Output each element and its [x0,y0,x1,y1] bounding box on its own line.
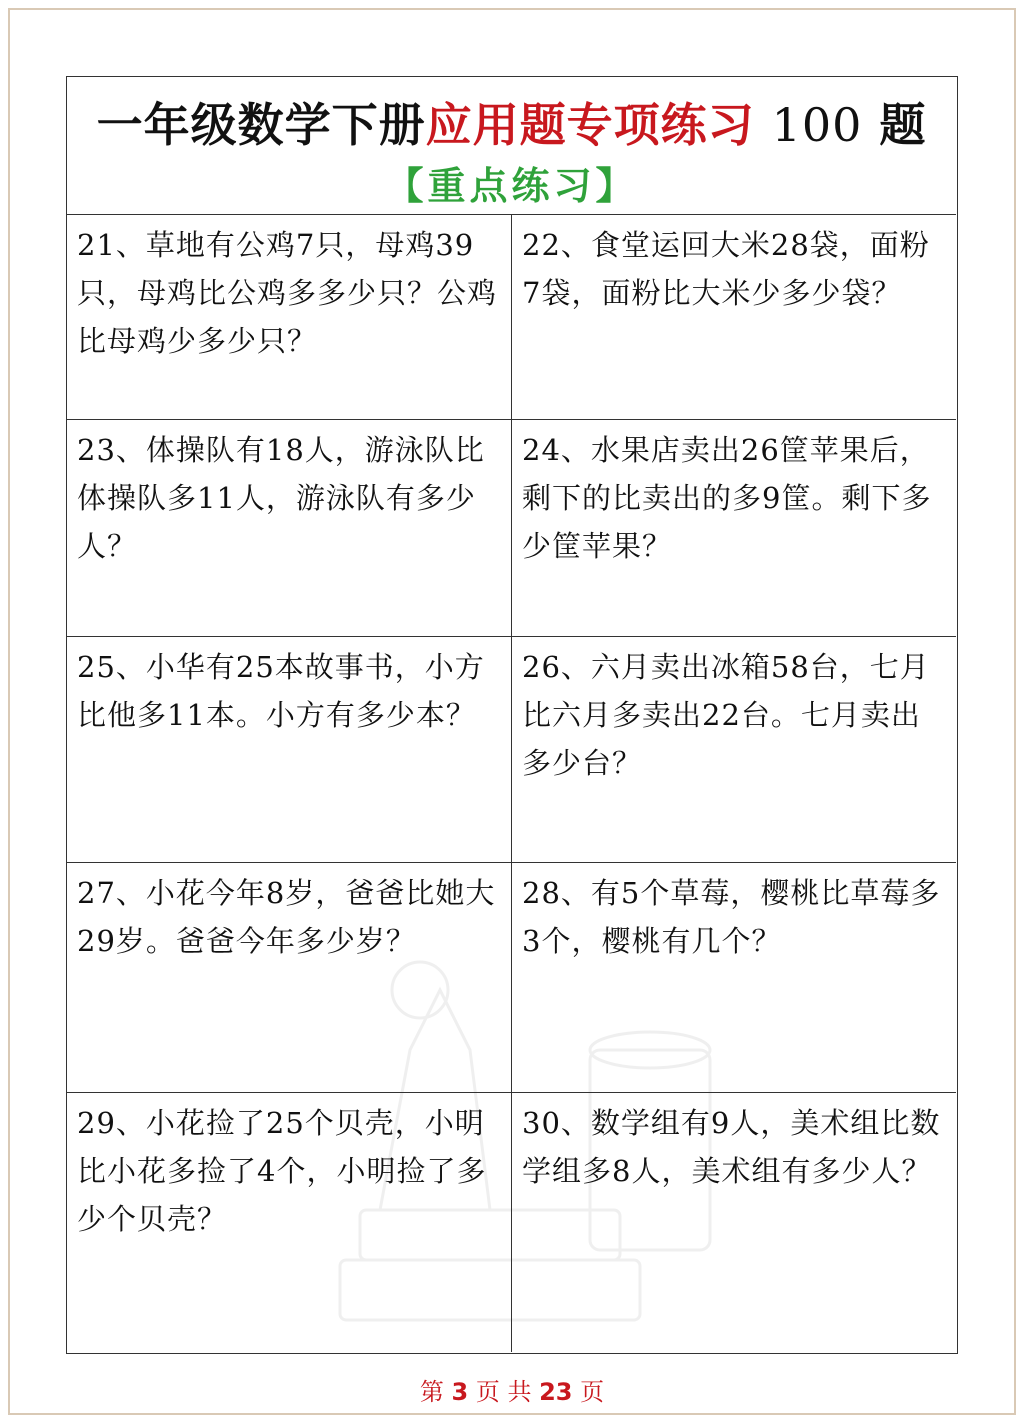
page-title [67,89,956,155]
title-end: 题 [879,98,927,152]
problem-grid [67,215,956,1352]
footer-prefix: 第 [419,1378,444,1406]
current-page-number: 3 [451,1378,469,1406]
problem-cell: 24、水果店卖出26筐苹果后，剩下的比卖出的多9筐。剩下多少筐苹果？ [512,420,956,637]
total-pages-number: 23 [539,1378,573,1406]
problem-cell: 26、六月卖出冰箱58台，七月比六月多卖出22台。七月卖出多少台？ [512,637,956,863]
worksheet-header [67,77,956,215]
problem-cell: 22、食堂运回大米28袋，面粉7袋，面粉比大米少多少袋？ [512,215,956,420]
worksheet-table [66,76,958,1354]
subtitle: 【重点练习】 [385,163,638,208]
problem-cell: 28、有5个草莓，樱桃比草莓多3个，樱桃有几个？ [512,863,956,1093]
footer-suffix: 页 [580,1378,605,1406]
problem-cell: 29、小花捡了25个贝壳，小明比小花多捡了4个，小明捡了多少个贝壳？ [67,1093,512,1352]
problem-cell: 27、小花今年8岁，爸爸比她大29岁。爸爸今年多少岁？ [67,863,512,1093]
problem-cell: 30、数学组有9人，美术组比数学组多8人，美术组有多少人？ [522,1106,941,1188]
title-number: 100 [771,98,863,152]
problem-cell: 25、小华有25本故事书，小方比他多11本。小方有多少本？ [67,637,512,863]
title-black-part: 一年级数学下册 [96,98,426,152]
footer-middle: 页 共 [475,1378,532,1406]
page-footer [0,1372,1024,1407]
title-red-part: 应用题专项练习 [425,98,755,152]
problem-cell: 21、草地有公鸡7只，母鸡39只，母鸡比公鸡多多少只？公鸡比母鸡少多少只？ [67,215,512,420]
problem-cell: 23、体操队有18人，游泳队比体操队多11人，游泳队有多少人？ [67,420,512,637]
